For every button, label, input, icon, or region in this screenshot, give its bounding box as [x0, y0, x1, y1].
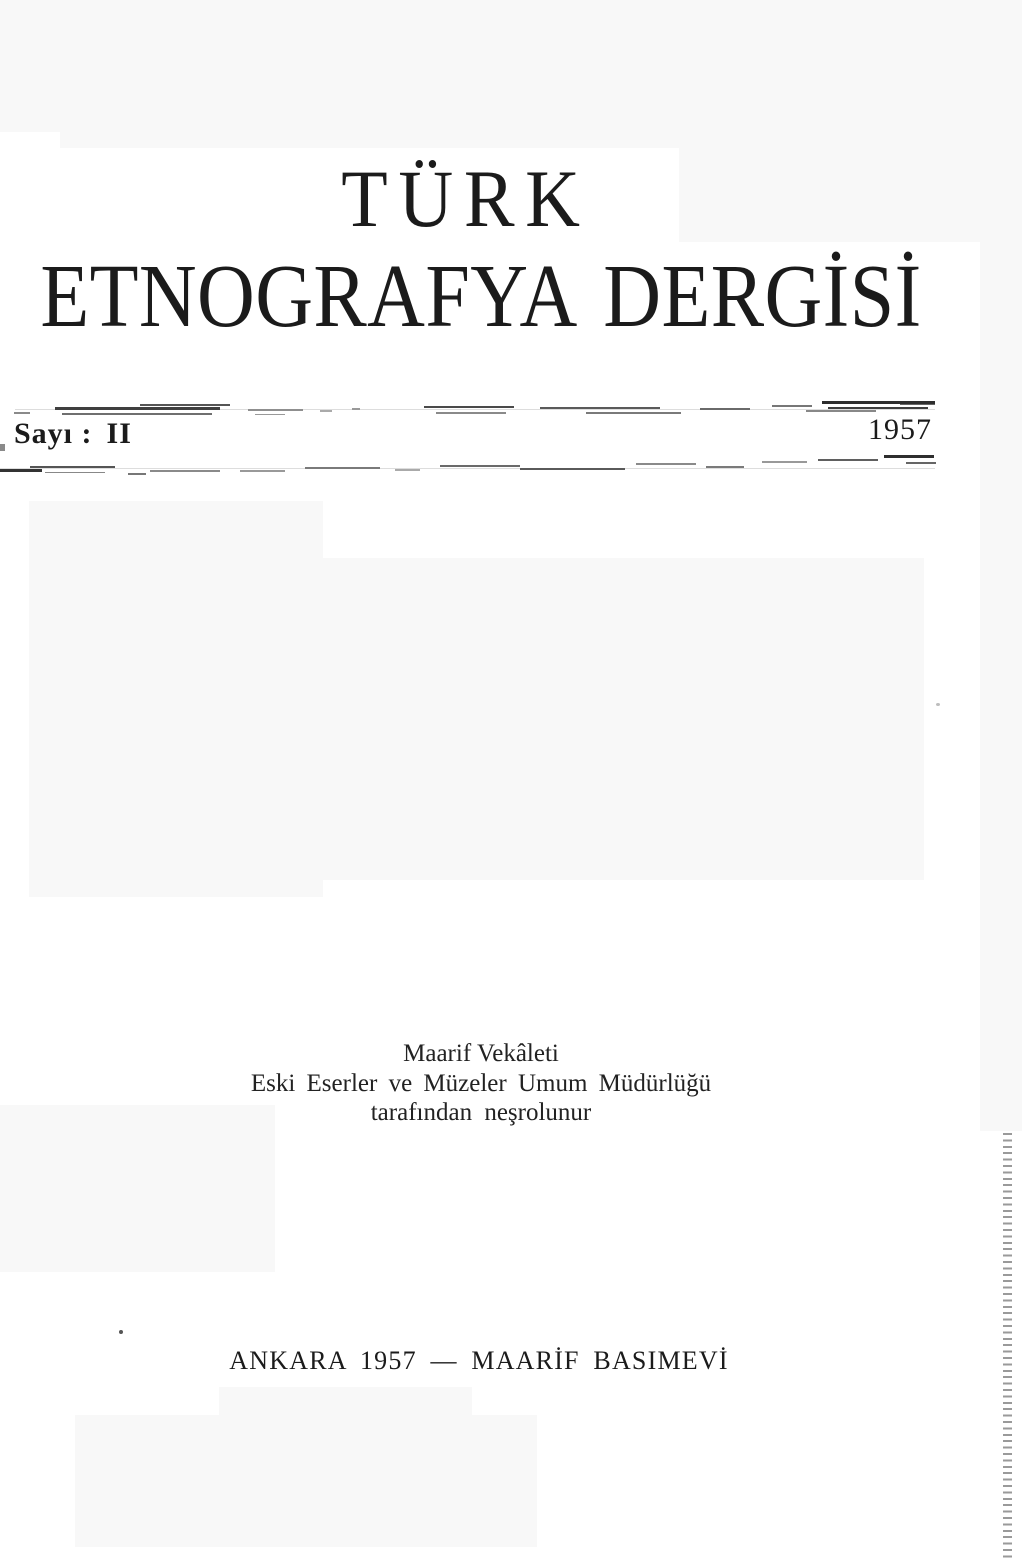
scan-shade-bottom-main: [75, 1415, 537, 1547]
scan-rule-dash: [440, 465, 520, 467]
scan-rule-dash: [540, 407, 660, 409]
scan-shade-mid-center: [323, 558, 924, 880]
imprint-line: ANKARA 1957 — MAARİF BASIMEVİ: [229, 1346, 729, 1375]
scan-rule-dash: [436, 412, 506, 414]
scan-rule-dash: [762, 461, 807, 463]
scan-rule-dash: [55, 407, 220, 410]
scan-rule-dash: [305, 467, 380, 469]
scan-rule-dash: [884, 455, 934, 458]
publisher-line2: Eski Eserler ve Müzeler Umum Müdürlüğü: [250, 1069, 712, 1097]
issue-value: II: [106, 417, 132, 450]
scan-shade-mid-left: [29, 501, 323, 897]
scan-rule-dash: [636, 463, 696, 465]
scan-rule-dash: [772, 405, 812, 407]
scan-shade-top-band: [0, 0, 1022, 132]
scan-rule-dash: [586, 412, 681, 414]
scan-rule-dash: [828, 407, 928, 409]
scan-rule-dash: [424, 406, 514, 408]
scan-rule-dash: [520, 468, 625, 470]
scan-rule-dash: [818, 459, 878, 461]
scan-rule-dash: [352, 408, 360, 410]
scan-rule-dash: [255, 414, 285, 415]
scan-speck: [119, 1330, 123, 1334]
publisher-block: [231, 1039, 731, 1128]
publication-year: 1957: [868, 413, 932, 446]
scan-shade-bottom-small: [219, 1387, 472, 1415]
scan-binding-edge-dashes: [1003, 1133, 1012, 1558]
issue-label: Sayı :: [14, 417, 93, 450]
scan-rule-dash: [700, 408, 750, 410]
journal-title-line2-text: ETNOGRAFYA DERGİSİ: [40, 247, 922, 347]
scan-speck: [0, 444, 5, 451]
scan-shade-top-band-2: [60, 132, 1022, 148]
scan-rule-dash: [706, 466, 744, 468]
journal-title-line1-text: TÜRK: [341, 153, 591, 245]
publisher-line3: tarafından neşrolunur: [370, 1099, 592, 1126]
scan-rule-dash: [62, 413, 212, 415]
scan-rule-dash: [906, 462, 936, 464]
scan-rule-dash: [14, 412, 30, 414]
scan-rule-dash: [0, 469, 42, 472]
scan-rule-dash: [45, 472, 105, 473]
scan-rule-dash: [248, 409, 303, 411]
scan-rule-dash: [395, 469, 420, 471]
scan-rule-dash: [30, 466, 115, 468]
scan-rule-dash: [150, 470, 220, 472]
scan-speck: [936, 703, 940, 706]
scan-rule-dash: [806, 410, 876, 412]
scan-rule-dash: [140, 404, 230, 406]
scan-shade-lower-left: [0, 1105, 275, 1272]
scan-rule-dash: [0, 468, 935, 469]
scan-rule-dash: [320, 410, 332, 412]
scan-rule-dash: [128, 473, 146, 475]
scan-rule-dash: [240, 470, 285, 472]
journal-title-line2: [0, 247, 962, 347]
journal-title-line1: [0, 153, 932, 245]
publisher-line1: Maarif Vekâleti: [403, 1040, 559, 1067]
scan-shade-right-strip: [980, 242, 1022, 1131]
scan-rule-dash: [822, 401, 935, 404]
issue-number: [14, 417, 132, 451]
